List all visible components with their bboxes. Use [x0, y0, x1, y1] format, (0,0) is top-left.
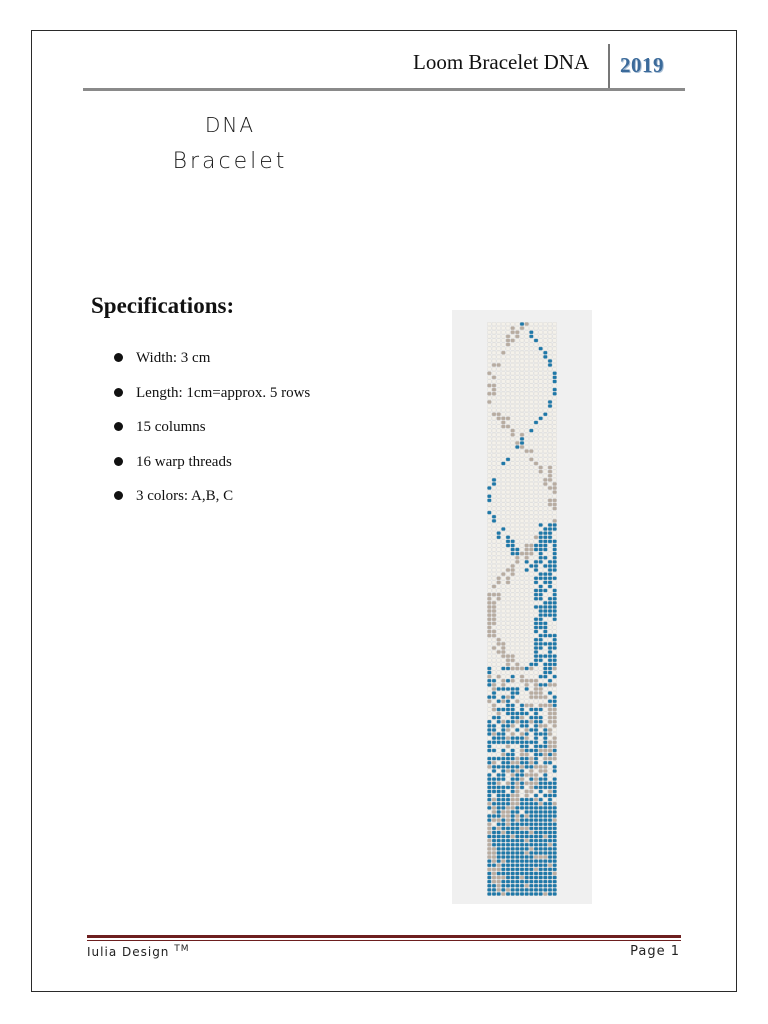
header-separator — [608, 44, 610, 90]
bead-pattern-image — [487, 322, 557, 900]
list-item — [114, 416, 310, 451]
footer-brand — [87, 944, 190, 959]
footer-page — [630, 944, 680, 959]
list-item — [114, 451, 310, 486]
footer-page-number: 1 — [670, 944, 680, 959]
list-item — [114, 485, 310, 520]
document-title-line2: Bracelet — [172, 149, 288, 174]
spec-warp-threads: 16 warp threads — [136, 453, 232, 470]
header-title: Loom Bracelet DNA — [413, 50, 590, 74]
specifications-list — [114, 347, 310, 520]
document-title-line1: DNA — [204, 113, 256, 137]
bead-grid — [487, 322, 556, 895]
footer-page-word: Page — [630, 944, 666, 959]
bullet-icon — [114, 388, 123, 397]
footer-trademark: TM — [174, 944, 190, 954]
bullet-icon — [114, 422, 123, 431]
spec-length: Length: 1cm=approx. 5 rows — [136, 384, 311, 401]
header-year: 2019 — [620, 53, 664, 77]
document-title — [110, 108, 350, 182]
spec-colors: 3 colors: A,B, C — [136, 488, 234, 504]
bullet-icon — [114, 491, 123, 500]
spec-width: Width: 3 cm — [136, 350, 211, 366]
header-rule — [83, 88, 685, 91]
bullet-icon — [114, 457, 123, 466]
list-item — [114, 347, 310, 382]
spec-columns: 15 columns — [136, 419, 206, 435]
footer-rule-thin — [87, 940, 681, 941]
specifications-heading: Specifications: — [91, 293, 235, 318]
pattern-panel — [452, 310, 592, 904]
list-item — [114, 382, 310, 417]
footer-rule — [87, 935, 681, 938]
bullet-icon — [114, 353, 123, 362]
footer-brand-text: Iulia Design — [87, 945, 170, 959]
